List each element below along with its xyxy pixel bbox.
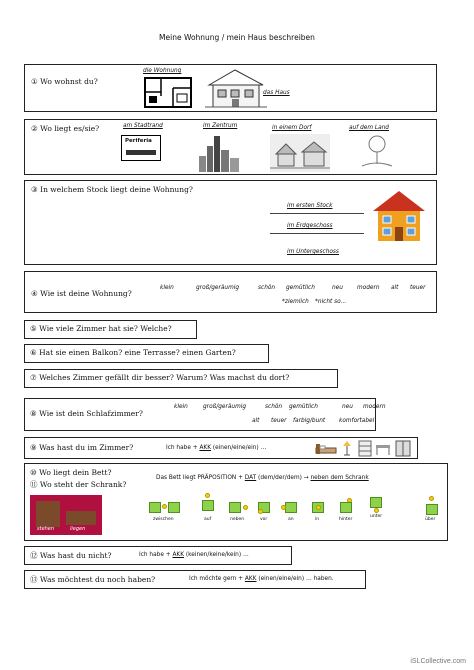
- question-box-3: [24, 180, 437, 265]
- wardrobe-icon: [394, 440, 412, 457]
- adjective: schön: [265, 404, 283, 410]
- grammar-hint-11: Das Bett liegt PRÄPOSITION + DAT (dem/der/dem) → neben dem Schrank: [156, 475, 369, 481]
- floor-first: im ersten Stock: [287, 203, 333, 209]
- question-3: ③ In welchem Stock liegt deine Wohnung?: [31, 185, 193, 194]
- periferia-sign-image: Periferia: [121, 135, 161, 161]
- option-zentrum: im Zentrum: [203, 123, 238, 129]
- question-box-6: [24, 344, 269, 363]
- grammar-hint-9: Ich habe + AKK (einen/eine/ein) …: [166, 445, 267, 451]
- floor-basement: im Untergeschoss: [287, 249, 339, 255]
- adjective: alt: [391, 285, 399, 291]
- question-box-4: [24, 271, 437, 313]
- question-9: ⑨ Was hast du im Zimmer?: [30, 443, 134, 452]
- question-5: ⑤ Wie viele Zimmer hat sie? Welche?: [30, 324, 172, 333]
- floor-line-2: [270, 233, 364, 234]
- question-6: ⑥ Hat sie einen Balkon? eine Terrasse? einen Garten?: [30, 348, 236, 357]
- footer-watermark: iSLCollective.com: [410, 658, 466, 665]
- countryside-image: [360, 134, 394, 170]
- question-4: ④ Wie ist deine Wohnung?: [31, 289, 132, 298]
- shelf-icon: [358, 440, 372, 457]
- question-8: ⑧ Wie ist dein Schlafzimmer?: [30, 409, 143, 418]
- adjective: klein: [160, 285, 174, 291]
- question-box-12: [24, 546, 292, 565]
- adjective: komfortabel: [339, 418, 375, 424]
- question-box-8: [24, 398, 386, 431]
- option-stadtrand: am Stadtrand: [123, 123, 163, 129]
- adjective: gemütlich: [286, 285, 315, 291]
- question-1: ① Wo wohnst du?: [31, 77, 98, 86]
- question-2: ② Wo liegt es/sie?: [31, 124, 100, 133]
- grammar-hint-12: Ich habe + AKK (keinen/keine/kein) …: [139, 552, 249, 558]
- adjective: alt: [252, 418, 260, 424]
- grammar-hint-13: Ich möchte gern + AKK (einen/eine/ein) … haben.: [189, 576, 334, 582]
- adjective: schön: [258, 285, 276, 291]
- adjective: neu: [332, 285, 343, 291]
- adjective: groß/geräumig: [196, 285, 240, 291]
- question-13: ⑬ Was möchtest du noch haben?: [30, 575, 156, 584]
- furniture-photo: stehen liegen: [30, 495, 102, 535]
- house-sketch-image: [205, 65, 267, 111]
- red-house-image: [371, 189, 427, 243]
- option-dorf: in einem Dorf: [272, 125, 312, 131]
- question-11: ⑪ Wo steht der Schrank?: [30, 480, 127, 489]
- floorplan-image: [143, 76, 193, 109]
- question-10: ⑩ Wo liegt dein Bett?: [30, 468, 112, 477]
- bed-icon: [315, 441, 337, 456]
- question-7: ⑦ Welches Zimmer gefällt dir besser? Warum? Was machst du dort?: [30, 373, 290, 382]
- desk-icon: [375, 441, 391, 456]
- adjective: farbig/bunt: [293, 418, 326, 424]
- label-wohnung: die Wohnung: [143, 68, 182, 74]
- adjective: teuer: [271, 418, 287, 424]
- question-box-1: [24, 64, 437, 112]
- question-box-10-11: ⑩ Wo liegt dein Bett? ⑪ Wo steht der Schrank? Das Bett liegt PRÄPOSITION + DAT (dem/der/dem) → neben dem Schrank stehen liegen zwischen auf neben vor an in hinter unter über: [24, 463, 448, 541]
- modifier: *ziemlich: [282, 299, 309, 305]
- question-12: ⑫ Was hast du nicht?: [30, 551, 112, 560]
- city-skyline-image: [197, 132, 241, 172]
- village-image: [270, 134, 330, 172]
- modifier: *nicht so...: [315, 299, 347, 305]
- question-box-5: [24, 320, 197, 339]
- adjective: neu: [342, 404, 353, 410]
- question-box-13: [24, 570, 366, 589]
- floor-line-1: [270, 213, 364, 214]
- question-box-2: [24, 119, 437, 175]
- option-land: auf dem Land: [349, 125, 389, 131]
- adjective: modern: [363, 404, 386, 410]
- adjective: teuer: [410, 285, 426, 291]
- adjective: gemütlich: [289, 404, 318, 410]
- page-title: Meine Wohnung / mein Haus beschreiben: [159, 33, 315, 42]
- question-box-9: [24, 437, 418, 459]
- adjective: groß/geräumig: [203, 404, 247, 410]
- lamp-icon: [342, 440, 352, 457]
- floor-ground: im Erdgeschoss: [287, 223, 333, 229]
- adjective: klein: [174, 404, 188, 410]
- question-box-7: [24, 369, 338, 388]
- adjective: modern: [357, 285, 380, 291]
- label-haus: das Haus: [263, 90, 290, 96]
